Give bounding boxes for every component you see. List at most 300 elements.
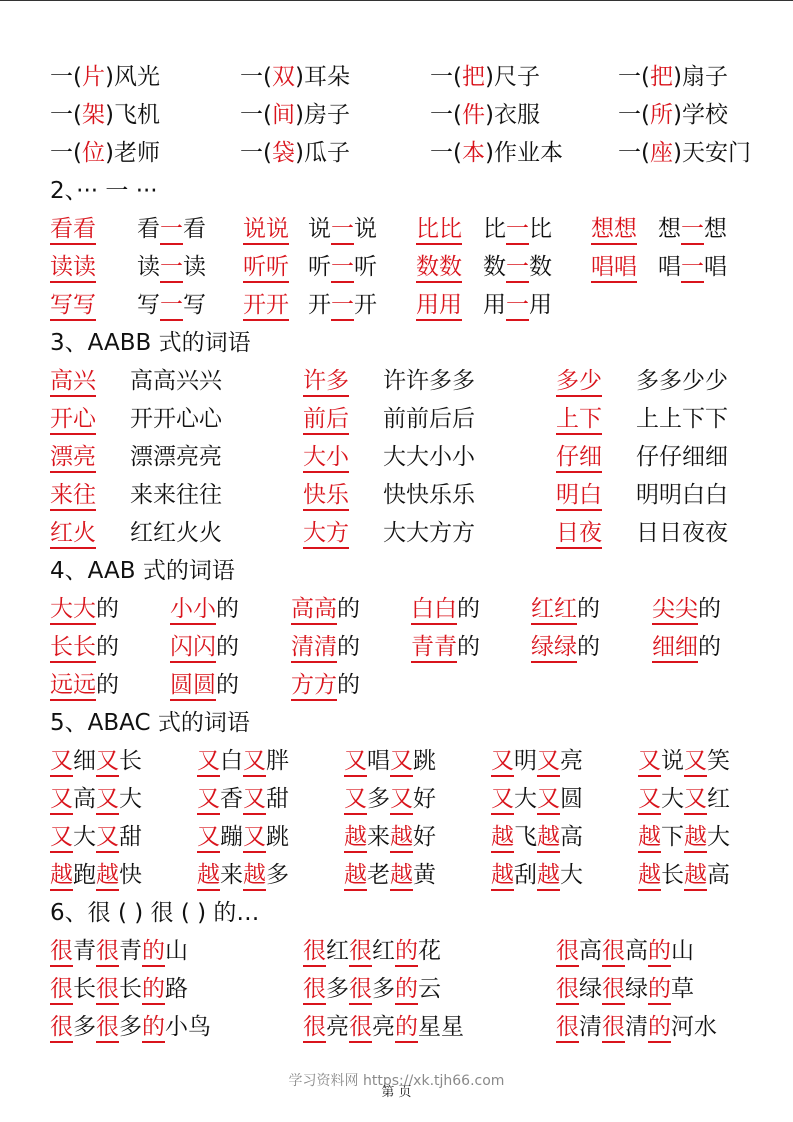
hen-char: 很 [349, 1014, 372, 1043]
word-cell [638, 742, 750, 780]
word-cell [50, 438, 130, 476]
key-char: 又 [491, 786, 514, 815]
adj-char: 高 [579, 938, 602, 964]
key-char: 又 [537, 786, 560, 815]
word-cell [618, 134, 751, 172]
aabb-word: 明明白白 [636, 482, 728, 508]
measure-word: 把 [649, 64, 673, 90]
b-char: 跑 [73, 862, 96, 888]
word-cell [556, 514, 636, 552]
word-row [50, 58, 750, 96]
b-char: 唱 [367, 748, 390, 774]
word-row [50, 210, 750, 248]
word-cell [652, 628, 750, 666]
noun-text: 山 [671, 938, 694, 964]
b-char: 来 [220, 862, 243, 888]
adj-char: 绿 [625, 976, 648, 1002]
prefix-text: 一( [50, 64, 82, 90]
yi-char: 一 [681, 216, 704, 245]
b-char: 老 [367, 862, 390, 888]
word-cell [430, 96, 618, 134]
word-cell [658, 210, 768, 248]
char-b: 开 [354, 292, 377, 318]
reduplicated-word: 用用 [416, 292, 462, 321]
base-word: 仔细 [556, 444, 602, 473]
word-cell [556, 476, 636, 514]
b-char: 细 [73, 748, 96, 774]
base-word: 许多 [303, 368, 349, 397]
aabb-word: 高高兴兴 [130, 368, 222, 394]
char-a: 说 [308, 216, 331, 242]
aa-part: 青青 [411, 634, 457, 663]
suffix-text: )风光 [104, 64, 160, 90]
aabb-word: 日日夜夜 [636, 520, 728, 546]
word-cell [243, 248, 308, 286]
word-row [50, 628, 750, 666]
noun-text: 河水 [671, 1014, 717, 1040]
measure-word: 把 [461, 64, 485, 90]
base-word: 来往 [50, 482, 96, 511]
de-char: 的 [457, 634, 480, 660]
noun-text: 云 [418, 976, 441, 1002]
b-char: 多 [367, 786, 390, 812]
key-char: 越 [50, 862, 73, 891]
c-char: 好 [413, 824, 436, 850]
word-cell [50, 742, 197, 780]
word-cell [50, 400, 130, 438]
key-char: 越 [638, 824, 661, 853]
word-cell [137, 210, 243, 248]
char-a: 唱 [658, 254, 681, 280]
word-row [50, 932, 750, 970]
word-cell [50, 780, 197, 818]
yi-char: 一 [331, 292, 354, 321]
word-cell [303, 400, 383, 438]
reduplicated-word: 比比 [416, 216, 462, 245]
de-char: 的 [698, 634, 721, 660]
word-cell [50, 856, 197, 894]
base-word: 上下 [556, 406, 602, 435]
aabb-word: 许许多多 [383, 368, 475, 394]
aa-part: 细细 [652, 634, 698, 663]
key-char: 又 [197, 786, 220, 815]
suffix-text: )尺子 [484, 64, 540, 90]
hen-char: 很 [96, 938, 119, 967]
key-char: 越 [684, 862, 707, 891]
noun-text: 花 [418, 938, 441, 964]
reduplicated-word: 唱唱 [591, 254, 637, 283]
word-cell [303, 476, 383, 514]
char-a: 写 [137, 292, 160, 318]
key-char: 又 [243, 748, 266, 777]
b-char: 说 [661, 748, 684, 774]
measure-word: 双 [271, 64, 295, 90]
c-char: 胖 [266, 748, 289, 774]
word-cell [303, 438, 383, 476]
word-row [50, 970, 750, 1008]
section-title: 4、AAB 式的词语 [50, 558, 235, 584]
hen-char: 很 [96, 976, 119, 1005]
base-word: 漂亮 [50, 444, 96, 473]
de-char: 的 [337, 672, 360, 698]
reduplicated-word: 读读 [50, 254, 96, 283]
word-cell [636, 400, 746, 438]
key-char: 又 [684, 748, 707, 777]
de-char: 的 [577, 596, 600, 622]
word-cell [308, 210, 416, 248]
suffix-text: )天安门 [672, 140, 751, 166]
de-char: 的 [142, 1014, 165, 1043]
hen-char: 很 [602, 1014, 625, 1043]
adj-char: 清 [625, 1014, 648, 1040]
section-title: 5、ABAC 式的词语 [50, 710, 250, 736]
reduplicated-word: 说说 [243, 216, 289, 245]
word-cell [556, 362, 636, 400]
hen-char: 很 [602, 976, 625, 1005]
word-cell [303, 514, 383, 552]
adj-char: 红 [326, 938, 349, 964]
key-char: 又 [638, 786, 661, 815]
de-char: 的 [698, 596, 721, 622]
word-cell [556, 1008, 750, 1046]
word-cell [638, 780, 750, 818]
measure-word: 所 [649, 102, 673, 128]
hen-char: 很 [303, 1014, 326, 1043]
worksheet [50, 58, 750, 1046]
word-row [50, 476, 750, 514]
suffix-text: )瓜子 [294, 140, 350, 166]
key-char: 又 [50, 824, 73, 853]
measure-word: 件 [461, 102, 485, 128]
key-char: 越 [96, 862, 119, 891]
char-a: 看 [137, 216, 160, 242]
aa-part: 小小 [170, 596, 216, 625]
key-char: 又 [50, 786, 73, 815]
word-cell [291, 666, 411, 704]
word-row [50, 818, 750, 856]
word-cell [383, 476, 556, 514]
reduplicated-word: 写写 [50, 292, 96, 321]
c-char: 圆 [560, 786, 583, 812]
yi-char: 一 [160, 216, 183, 245]
yi-char: 一 [160, 292, 183, 321]
yi-char: 一 [681, 254, 704, 283]
word-cell [591, 210, 658, 248]
adj-char: 多 [119, 1014, 142, 1040]
word-cell [291, 590, 411, 628]
key-char: 又 [491, 748, 514, 777]
prefix-text: 一( [618, 102, 650, 128]
b-char: 大 [661, 786, 684, 812]
word-row [50, 780, 750, 818]
word-cell [556, 438, 636, 476]
char-b: 唱 [704, 254, 727, 280]
page-number: 第 页 [381, 1085, 412, 1100]
measure-word: 间 [271, 102, 295, 128]
suffix-text: )房子 [294, 102, 350, 128]
word-cell [197, 780, 344, 818]
adj-char: 绿 [579, 976, 602, 1002]
yi-char: 一 [331, 254, 354, 283]
de-char: 的 [395, 976, 418, 1005]
hen-char: 很 [303, 976, 326, 1005]
word-cell [303, 932, 556, 970]
word-cell [50, 210, 137, 248]
word-row [50, 248, 750, 286]
word-cell [50, 818, 197, 856]
aabb-word: 前前后后 [383, 406, 475, 432]
word-cell [130, 362, 303, 400]
word-cell [50, 932, 303, 970]
suffix-text: )作业本 [484, 140, 563, 166]
base-word: 红火 [50, 520, 96, 549]
key-char: 越 [344, 862, 367, 891]
key-char: 又 [344, 786, 367, 815]
word-cell [556, 400, 636, 438]
key-char: 又 [243, 824, 266, 853]
word-cell [50, 514, 130, 552]
de-char: 的 [96, 672, 119, 698]
word-row [50, 362, 750, 400]
b-char: 刮 [514, 862, 537, 888]
c-char: 高 [560, 824, 583, 850]
word-cell [636, 362, 746, 400]
prefix-text: 一( [430, 102, 462, 128]
b-char: 来 [367, 824, 390, 850]
b-char: 飞 [514, 824, 537, 850]
word-cell [50, 286, 137, 324]
word-cell [411, 590, 531, 628]
c-char: 黄 [413, 862, 436, 888]
key-char: 越 [491, 862, 514, 891]
hen-char: 很 [349, 938, 372, 967]
aabb-word: 开开心心 [130, 406, 222, 432]
char-b: 读 [183, 254, 206, 280]
reduplicated-word: 数数 [416, 254, 462, 283]
key-char: 又 [96, 748, 119, 777]
word-row [50, 742, 750, 780]
aabb-word: 来来往往 [130, 482, 222, 508]
word-cell [50, 134, 240, 172]
hen-char: 很 [556, 938, 579, 967]
suffix-text: )老师 [104, 140, 160, 166]
prefix-text: 一( [430, 64, 462, 90]
word-cell [344, 818, 491, 856]
de-char: 的 [216, 596, 239, 622]
aa-part: 方方 [291, 672, 337, 701]
word-cell [411, 628, 531, 666]
hen-char: 很 [96, 1014, 119, 1043]
key-char: 又 [638, 748, 661, 777]
base-word: 大方 [303, 520, 349, 549]
word-cell [240, 134, 430, 172]
de-char: 的 [142, 938, 165, 967]
aa-part: 红红 [531, 596, 577, 625]
hen-char: 很 [50, 938, 73, 967]
adj-char: 长 [119, 976, 142, 1002]
aa-part: 绿绿 [531, 634, 577, 663]
adj-char: 多 [372, 976, 395, 1002]
c-char: 笑 [707, 748, 730, 774]
word-cell [50, 58, 240, 96]
suffix-text: )飞机 [104, 102, 160, 128]
adj-char: 多 [73, 1014, 96, 1040]
key-char: 又 [197, 824, 220, 853]
aa-part: 远远 [50, 672, 96, 701]
char-a: 用 [483, 292, 506, 318]
word-cell [50, 666, 170, 704]
base-word: 明白 [556, 482, 602, 511]
noun-text: 山 [165, 938, 188, 964]
word-cell [243, 210, 308, 248]
c-char: 大 [707, 824, 730, 850]
noun-text: 小鸟 [165, 1014, 211, 1040]
word-cell [240, 96, 430, 134]
key-char: 又 [344, 748, 367, 777]
word-cell [483, 210, 591, 248]
aa-part: 闪闪 [170, 634, 216, 663]
c-char: 跳 [413, 748, 436, 774]
reduplicated-word: 看看 [50, 216, 96, 245]
word-cell [308, 286, 416, 324]
yi-char: 一 [506, 216, 529, 245]
c-char: 长 [119, 748, 142, 774]
key-char: 越 [390, 862, 413, 891]
section-title: 3、AABB 式的词语 [50, 330, 251, 356]
adj-char: 清 [579, 1014, 602, 1040]
c-char: 红 [707, 786, 730, 812]
c-char: 大 [560, 862, 583, 888]
prefix-text: 一( [240, 102, 272, 128]
word-cell [383, 514, 556, 552]
word-cell [556, 970, 750, 1008]
measure-word: 袋 [271, 140, 295, 166]
base-word: 日夜 [556, 520, 602, 549]
yi-char: 一 [160, 254, 183, 283]
adj-char: 高 [625, 938, 648, 964]
word-cell [197, 818, 344, 856]
word-row [50, 856, 750, 894]
word-cell [50, 1008, 303, 1046]
word-cell [344, 780, 491, 818]
key-char: 越 [344, 824, 367, 853]
noun-text: 路 [165, 976, 188, 1002]
key-char: 又 [197, 748, 220, 777]
word-cell [652, 590, 750, 628]
word-cell [137, 286, 243, 324]
section-title: 2、··· 一 ··· [50, 178, 158, 204]
de-char: 的 [395, 938, 418, 967]
aa-part: 高高 [291, 596, 337, 625]
prefix-text: 一( [618, 64, 650, 90]
word-cell [303, 970, 556, 1008]
word-row [50, 1008, 750, 1046]
de-char: 的 [457, 596, 480, 622]
hen-char: 很 [50, 1014, 73, 1043]
measure-word: 架 [81, 102, 105, 128]
b-char: 白 [220, 748, 243, 774]
reduplicated-word: 想想 [591, 216, 637, 245]
aabb-word: 大大方方 [383, 520, 475, 546]
c-char: 甜 [119, 824, 142, 850]
adj-char: 亮 [326, 1014, 349, 1040]
word-cell [483, 248, 591, 286]
aabb-word: 上上下下 [636, 406, 728, 432]
yi-char: 一 [331, 216, 354, 245]
word-cell [130, 476, 303, 514]
aabb-word: 仔仔细细 [636, 444, 728, 470]
word-cell [636, 438, 746, 476]
char-b: 用 [529, 292, 552, 318]
word-cell [383, 362, 556, 400]
word-cell [416, 210, 483, 248]
word-cell [430, 58, 618, 96]
hen-char: 很 [50, 976, 73, 1005]
de-char: 的 [577, 634, 600, 660]
key-char: 又 [390, 748, 413, 777]
char-b: 数 [529, 254, 552, 280]
aa-part: 长长 [50, 634, 96, 663]
aabb-word: 多多少少 [636, 368, 728, 394]
word-row [50, 514, 750, 552]
b-char: 下 [661, 824, 684, 850]
prefix-text: 一( [618, 140, 650, 166]
word-cell [303, 1008, 556, 1046]
word-cell [197, 742, 344, 780]
word-cell [137, 248, 243, 286]
hen-char: 很 [303, 938, 326, 967]
prefix-text: 一( [50, 102, 82, 128]
aa-part: 尖尖 [652, 596, 698, 625]
char-b: 听 [354, 254, 377, 280]
de-char: 的 [142, 976, 165, 1005]
char-b: 比 [529, 216, 552, 242]
b-char: 长 [661, 862, 684, 888]
word-cell [531, 590, 652, 628]
word-cell [658, 248, 768, 286]
word-cell [50, 248, 137, 286]
suffix-text: )耳朵 [294, 64, 350, 90]
key-char: 越 [638, 862, 661, 891]
word-cell [50, 970, 303, 1008]
aa-part: 白白 [411, 596, 457, 625]
b-char: 香 [220, 786, 243, 812]
c-char: 亮 [560, 748, 583, 774]
measure-word: 本 [461, 140, 485, 166]
word-cell [170, 590, 291, 628]
key-char: 越 [684, 824, 707, 853]
word-row [50, 96, 750, 134]
word-cell [531, 628, 652, 666]
noun-text: 星星 [418, 1014, 464, 1040]
aabb-word: 红红火火 [130, 520, 222, 546]
word-cell [636, 476, 746, 514]
word-cell [491, 818, 638, 856]
word-cell [491, 742, 638, 780]
prefix-text: 一( [50, 140, 82, 166]
de-char: 的 [337, 634, 360, 660]
b-char: 大 [514, 786, 537, 812]
char-b: 想 [704, 216, 727, 242]
aabb-word: 快快乐乐 [383, 482, 475, 508]
b-char: 蹦 [220, 824, 243, 850]
de-char: 的 [395, 1014, 418, 1043]
word-row [50, 666, 750, 704]
word-cell [416, 286, 483, 324]
word-cell [303, 362, 383, 400]
key-char: 又 [96, 824, 119, 853]
noun-text: 草 [671, 976, 694, 1002]
